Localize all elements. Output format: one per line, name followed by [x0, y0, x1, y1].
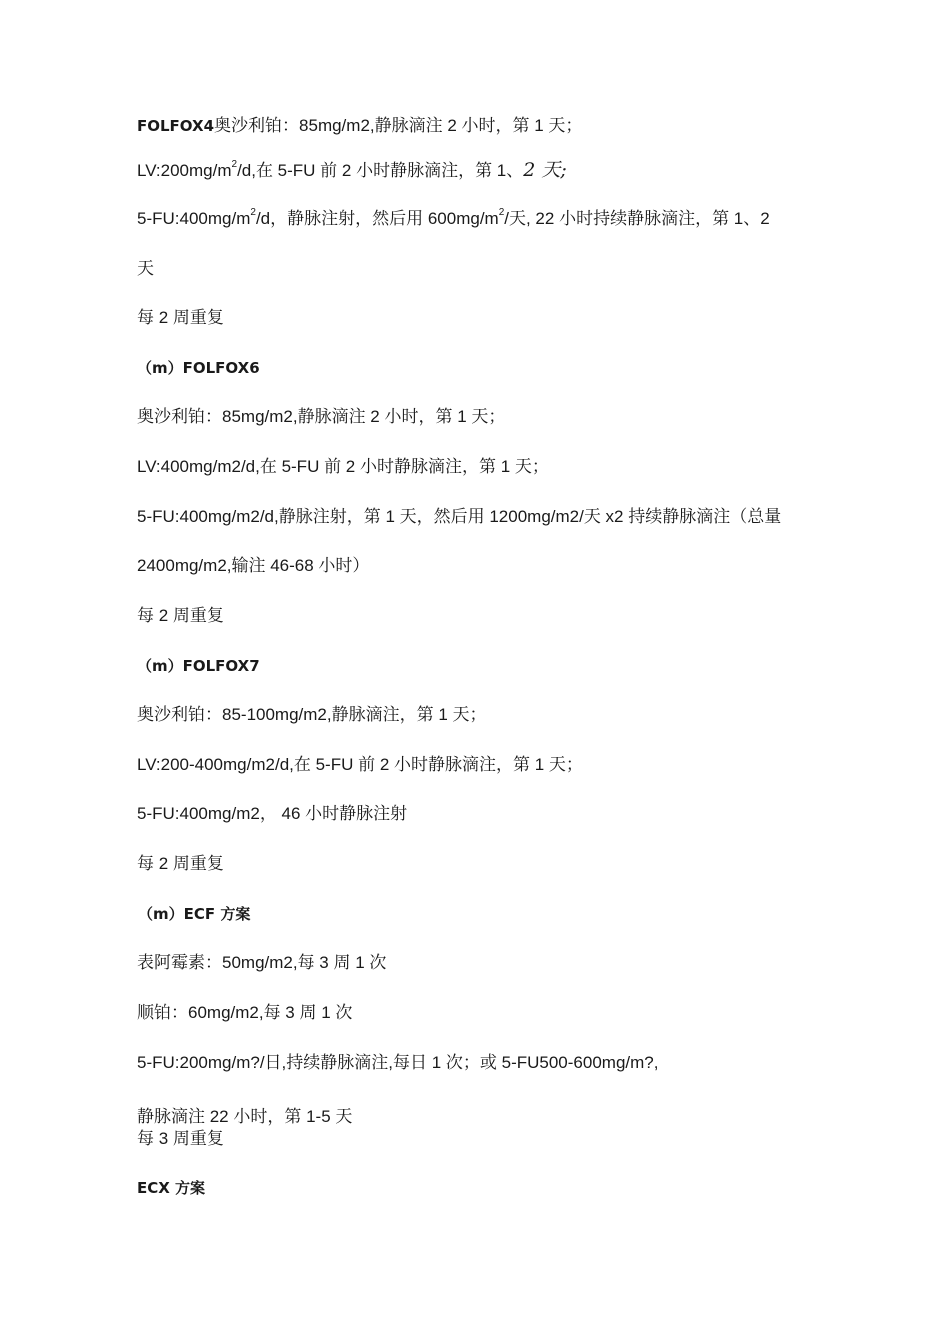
folfox4-lv-text-b: /d,在 5-FU 前 2 小时静脉滴注，第 1、 [237, 161, 524, 180]
folfox7-line-2: LV:200-400mg/m2/d,在 5-FU 前 2 小时静脉滴注，第 1 天； [137, 755, 583, 774]
folfox6-title: （m）FOLFOX6 [137, 359, 260, 377]
ecf-line-1: 表阿霉素：50mg/m2,每 3 周 1 次 [137, 953, 387, 972]
ecx-title: ECX 方案 [137, 1179, 206, 1197]
folfox4-5fu-text-c: /天, 22 小时持续静脉滴注，第 1、2 [504, 209, 770, 228]
folfox6-line-4: 2400mg/m2,输注 46-68 小时） [137, 556, 370, 575]
folfox4-repeat: 每 2 周重复 [137, 308, 224, 327]
folfox4-title: FOLFOX4 [137, 117, 215, 135]
folfox6-line-2: LV:400mg/m2/d,在 5-FU 前 2 小时静脉滴注，第 1 天； [137, 457, 549, 476]
folfox4-lv-text-c: 2 天; [523, 159, 567, 181]
ecf-line-2: 顺铂：60mg/m2,每 3 周 1 次 [137, 1003, 353, 1022]
folfox4-5fu-superscript-2: 2 [498, 207, 505, 219]
folfox6-line-3: 5-FU:400mg/m2/d,静脉注射，第 1 天，然后用 1200mg/m2/天 x2 持续静脉滴注（总量 [137, 507, 782, 526]
ecf-line-4: 静脉滴注 22 小时，第 1-5 天 [137, 1107, 353, 1126]
folfox4-lv-superscript: 2 [231, 159, 238, 171]
folfox4-oxaliplatin: 奥沙利铂：85mg/m2,静脉滴注 2 小时，第 1 天； [214, 116, 583, 135]
folfox4-5fu-text-a: 5-FU:400mg/m [137, 209, 251, 228]
folfox7-line-3: 5-FU:400mg/m2， 46 小时静脉注射 [137, 804, 408, 823]
folfox7-repeat: 每 2 周重复 [137, 854, 224, 873]
folfox4-5fu-superscript-1: 2 [250, 207, 256, 219]
folfox7-line-1: 奥沙利铂：85-100mg/m2,静脉滴注，第 1 天； [137, 705, 487, 724]
folfox7-title: （m）FOLFOX7 [137, 657, 260, 675]
ecf-line-3: 5-FU:200mg/m?/日,持续静脉滴注,每日 1 次；或 5-FU500-600mg/m?, [137, 1053, 659, 1072]
folfox6-repeat: 每 2 周重复 [137, 606, 224, 625]
folfox4-lv-text-a: LV:200mg/m [137, 161, 232, 180]
folfox4-line-4: 天 [137, 259, 154, 278]
folfox6-line-1: 奥沙利铂：85mg/m2,静脉滴注 2 小时，第 1 天； [137, 407, 506, 426]
folfox4-line-3 [137, 209, 770, 229]
folfox4-line-2 [137, 160, 567, 181]
ecf-title: （m）ECF 方案 [138, 905, 251, 923]
folfox4-line-1 [137, 116, 582, 136]
folfox4-5fu-text-b: /d，静脉注射，然后用 600mg/m [255, 209, 499, 228]
ecf-repeat: 每 3 周重复 [137, 1129, 224, 1148]
